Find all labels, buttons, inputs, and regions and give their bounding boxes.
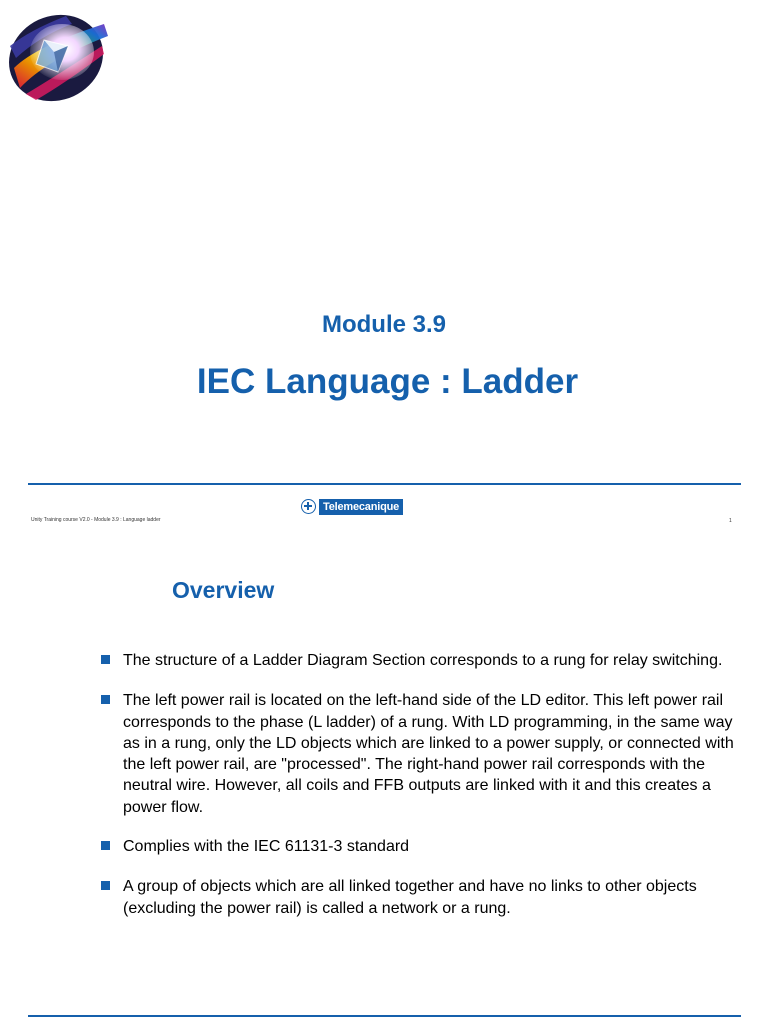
brand-mark-icon xyxy=(301,499,316,514)
brand-name: Telemecanique xyxy=(319,499,403,515)
bullet-list xyxy=(101,650,741,938)
bullet-text: A group of objects which are all linked together and have no links to other objects (excluding the power rail) is called a network or a rung. xyxy=(123,878,697,917)
footer-course-text: Unity Training course V2.0 - Module 3.9 : Language ladder xyxy=(31,517,161,523)
section-heading: Overview xyxy=(172,577,275,603)
prism-logo-icon xyxy=(6,6,110,102)
divider-bottom xyxy=(28,1015,741,1017)
brand-logo xyxy=(301,498,403,515)
module-title: Module 3.9 xyxy=(321,311,447,338)
bullet-text: The structure of a Ladder Diagram Section corresponds to a rung for relay switching. xyxy=(123,652,723,669)
list-item xyxy=(101,836,741,857)
bullet-square-icon xyxy=(101,881,110,890)
list-item xyxy=(101,650,741,671)
page-title: IEC Language : Ladder xyxy=(196,362,579,401)
bullet-text: The left power rail is located on the left-hand side of the LD editor. This left power rail corresponds to the phase (L ladder) of a rung. With LD programming, in the same way as in a rung, only the LD objects which are linked to a power supply, or connected with the left power rail, are "processed". The right-hand power rail corresponds with the neutral wire. However, all coils and FFB outputs are linked with it and this creates a power flow. xyxy=(123,692,734,816)
divider-top xyxy=(28,483,741,485)
list-item xyxy=(101,690,741,818)
bullet-square-icon xyxy=(101,655,110,664)
list-item xyxy=(101,876,741,919)
bullet-text: Complies with the IEC 61131-3 standard xyxy=(123,838,410,856)
page-number: 1 xyxy=(729,518,732,524)
bullet-square-icon xyxy=(101,695,110,704)
bullet-square-icon xyxy=(101,841,110,850)
